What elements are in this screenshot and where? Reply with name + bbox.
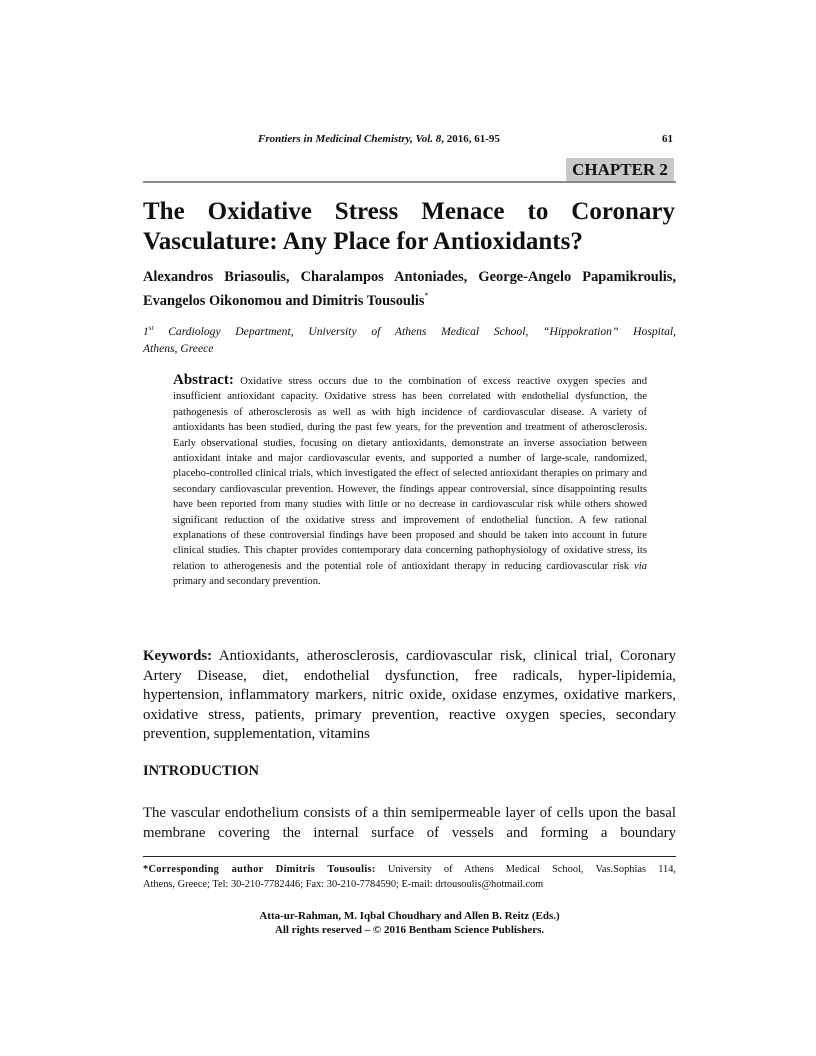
journal-year-pages: , 2016, 61-95 xyxy=(441,133,500,145)
keywords-text: Antioxidants, atherosclerosis, cardiovascular risk, clinical trial, Coronary Artery Disease, diet, endothelial dysfunction, free radicals, hyper-lipidemia, hypertension, inflammatory markers, nitric oxide, oxidase enzymes, oxidative markers, oxidative stress, patients, primary prevention, reactive oxygen species, secondary prevention, supplementation, vitamins xyxy=(143,648,676,743)
affiliation-line-1 xyxy=(143,320,676,340)
footnote-divider xyxy=(143,856,676,857)
editors-line: Atta-ur-Rahman, M. Iqbal Choudhary and Allen B. Reitz (Eds.) xyxy=(259,910,560,922)
title-line-2: Vasculature: Any Place for Antioxidants? xyxy=(143,228,583,255)
title-line-1: The Oxidative Stress Menace to Coronary xyxy=(143,198,675,225)
chapter-badge: CHAPTER 2 xyxy=(566,158,674,181)
chapter-title xyxy=(143,197,675,257)
affiliation-line-2: Athens, Greece xyxy=(143,342,214,355)
keywords-label: Keywords: xyxy=(143,648,213,664)
affiliation-ordinal: 1 xyxy=(143,325,149,338)
journal-citation xyxy=(258,133,500,145)
affiliation xyxy=(143,320,676,357)
section-heading-introduction: INTRODUCTION xyxy=(143,763,260,779)
abstract-text: Oxidative stress occurs due to the combination of excess reactive oxygen species and insufficient antioxidant capacity. Oxidative stress has been correlated with endothelial dysfunction, the pathogenesis of atherosclerosis as well as with high incidence of cardiovascular disease. A variety of antioxidants has been studied, during the past few years, for the prevention and treatment of atherosclerosis. Early observational studies, focusing on dietary antioxidants, demonstrate an inverse association between antioxidant intake and major cardiovascular events, and supported a number of large-scale, randomized, placebo-controlled clinical trials, which investigated the effect of selected antioxidant therapies on primary and secondary cardiovascular prevention. However, the findings appear controversial, since disappointing results have been reported from many studies with little or no decrease in cardiovascular risk while others showed significant reduction of the oxidative stress and improvement of endothelial function. A few rational explanations of these controversial findings have been proposed and should be taken into account in future clinical studies. This chapter provides contemporary data concerning pathophysiology of oxidative stress, its relation to atherogenesis and the potential role of antioxidant therapy in reducing cardiovascular risk xyxy=(173,376,647,572)
authors-line-2: Evangelos Oikonomou and Dimitris Tousoulis xyxy=(143,292,425,309)
abstract-text-end: primary and secondary prevention. xyxy=(173,576,321,588)
abstract-label: Abstract: xyxy=(173,372,234,388)
affiliation-department: Cardiology Department, University of Athens Medical School, “Hippokration” Hospital, xyxy=(153,325,676,338)
introduction-paragraph: The vascular endothelium consists of a thin semipermeable layer of cells upon the basal membrane covering the internal surface of vessels and forming a boundary xyxy=(143,805,676,841)
copyright-line: All rights reserved – © 2016 Bentham Science Publishers. xyxy=(274,924,545,936)
authors-line-1: Alexandros Briasoulis, Charalampos Antoniades, George-Angelo Papamikroulis, xyxy=(143,269,676,285)
footnote-address: University of Athens Medical School, Vas.Sophias 114, xyxy=(375,864,676,875)
corresponding-author-footnote xyxy=(143,863,676,892)
journal-name: Frontiers in Medicinal Chemistry, Vol. 8 xyxy=(258,133,442,145)
corresponding-author-marker: * xyxy=(424,290,429,300)
footnote-line-1 xyxy=(143,863,676,878)
abstract-text-italic: via xyxy=(634,560,647,572)
footnote-label: *Corresponding author Dimitris Tousoulis: xyxy=(143,864,376,875)
abstract xyxy=(173,373,647,590)
author-list xyxy=(143,268,676,310)
page-number: 61 xyxy=(662,133,673,145)
keywords xyxy=(143,647,676,745)
publisher-info xyxy=(143,909,676,937)
affiliation-ordinal-suffix: st xyxy=(148,324,154,332)
footnote-line-2: Athens, Greece; Tel: 30-210-7782446; Fax: 30-210-7784590; E-mail: drtousoulis@hotmail.com xyxy=(143,878,544,890)
header-divider xyxy=(143,181,676,183)
